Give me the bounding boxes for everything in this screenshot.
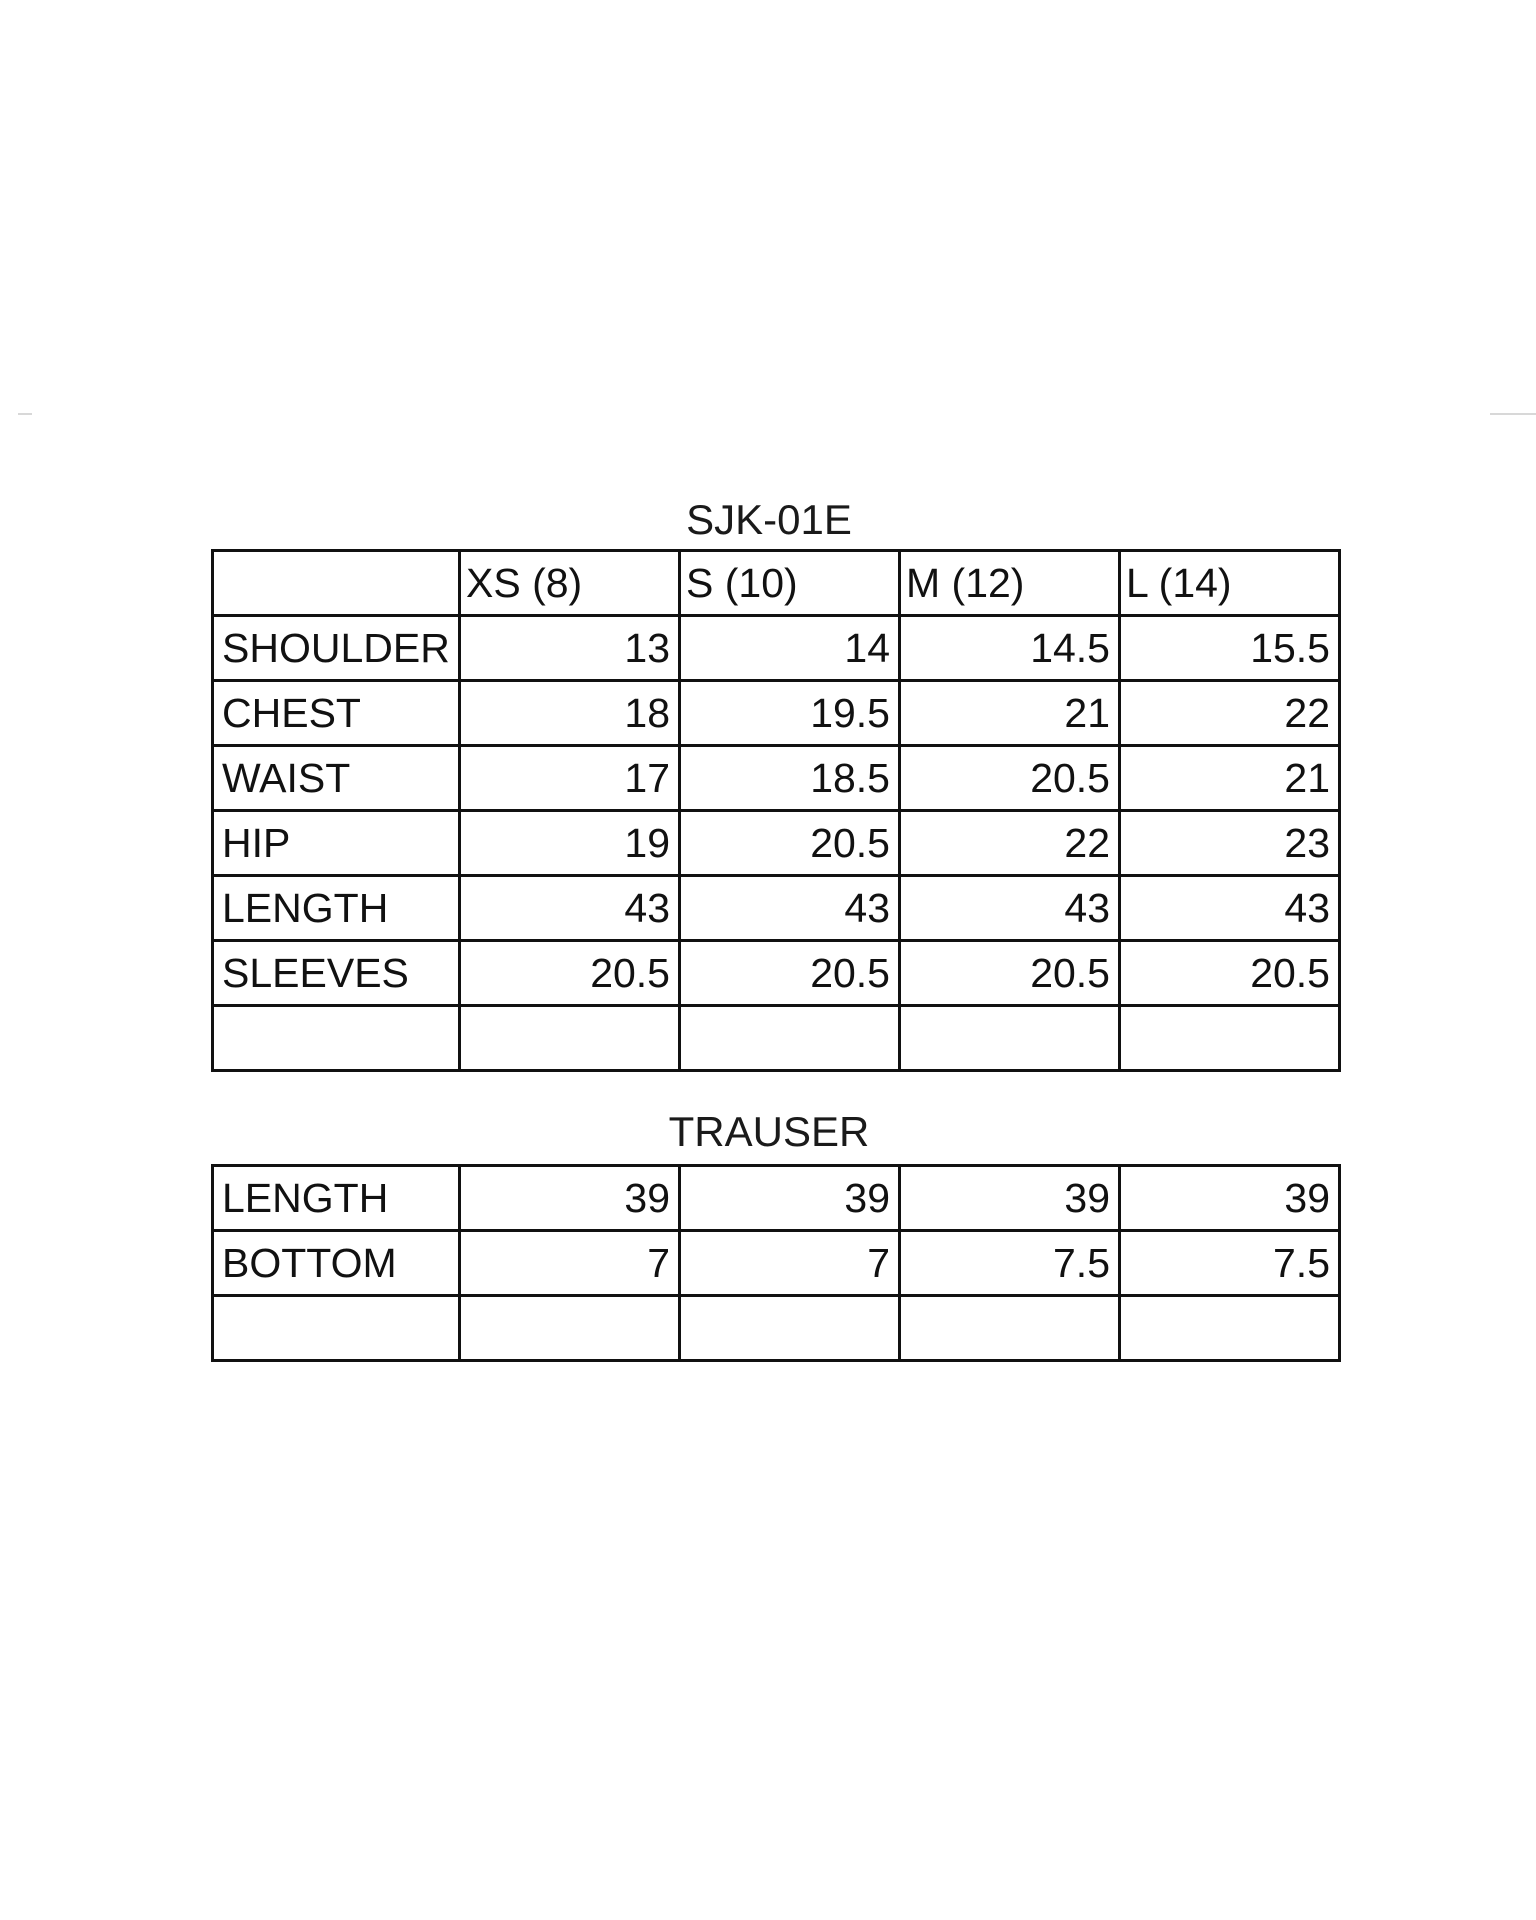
table-row: [213, 811, 1340, 876]
jacket-table-title: SJK-01E: [686, 496, 852, 543]
header-cell-m: M (12): [900, 551, 1120, 616]
value-cell: 23: [1120, 811, 1340, 876]
value-cell: 15.5: [1120, 616, 1340, 681]
row-label: HIP: [213, 811, 460, 876]
value-cell: 20.5: [680, 941, 900, 1006]
value-cell: 20.5: [680, 811, 900, 876]
header-cell-l: L (14): [1120, 551, 1340, 616]
value-cell: 19: [460, 811, 680, 876]
row-label: SLEEVES: [213, 941, 460, 1006]
value-cell: [460, 1006, 680, 1071]
header-cell-s: S (10): [680, 551, 900, 616]
value-cell: 43: [680, 876, 900, 941]
value-cell: 39: [900, 1166, 1120, 1231]
value-cell: 13: [460, 616, 680, 681]
row-label: [213, 1296, 460, 1361]
value-cell: 19.5: [680, 681, 900, 746]
value-cell: 43: [900, 876, 1120, 941]
value-cell: 39: [680, 1166, 900, 1231]
value-cell: 39: [460, 1166, 680, 1231]
value-cell: 22: [1120, 681, 1340, 746]
edge-mark-right: [1490, 413, 1536, 415]
trauser-size-table: [211, 1164, 1341, 1362]
value-cell: 20.5: [900, 746, 1120, 811]
value-cell: [900, 1006, 1120, 1071]
value-cell: 18.5: [680, 746, 900, 811]
jacket-size-table: [211, 549, 1341, 1072]
row-label: CHEST: [213, 681, 460, 746]
value-cell: [680, 1006, 900, 1071]
value-cell: 14: [680, 616, 900, 681]
value-cell: 7.5: [900, 1231, 1120, 1296]
value-cell: 43: [1120, 876, 1340, 941]
table-row: [213, 616, 1340, 681]
row-label: LENGTH: [213, 876, 460, 941]
table-row-empty: [213, 1296, 1340, 1361]
header-row: [213, 551, 1340, 616]
value-cell: [460, 1296, 680, 1361]
value-cell: 17: [460, 746, 680, 811]
header-cell-empty: [213, 551, 460, 616]
value-cell: [1120, 1296, 1340, 1361]
value-cell: 20.5: [460, 941, 680, 1006]
value-cell: 18: [460, 681, 680, 746]
value-cell: [1120, 1006, 1340, 1071]
edge-mark-left: [18, 413, 32, 415]
value-cell: [680, 1296, 900, 1361]
table-row: [213, 681, 1340, 746]
value-cell: 20.5: [1120, 941, 1340, 1006]
value-cell: 21: [1120, 746, 1340, 811]
trauser-table-title: TRAUSER: [668, 1108, 870, 1155]
value-cell: 7.5: [1120, 1231, 1340, 1296]
row-label: [213, 1006, 460, 1071]
header-cell-xs: XS (8): [460, 551, 680, 616]
row-label: WAIST: [213, 746, 460, 811]
row-label: BOTTOM: [213, 1231, 460, 1296]
table-row: [213, 941, 1340, 1006]
table-row: [213, 876, 1340, 941]
table-row: [213, 1231, 1340, 1296]
value-cell: 43: [460, 876, 680, 941]
value-cell: 39: [1120, 1166, 1340, 1231]
value-cell: 22: [900, 811, 1120, 876]
value-cell: 21: [900, 681, 1120, 746]
table-row-empty: [213, 1006, 1340, 1071]
row-label: LENGTH: [213, 1166, 460, 1231]
table-row: [213, 1166, 1340, 1231]
table-row: [213, 746, 1340, 811]
value-cell: 20.5: [900, 941, 1120, 1006]
row-label: SHOULDER: [213, 616, 460, 681]
value-cell: [900, 1296, 1120, 1361]
value-cell: 7: [680, 1231, 900, 1296]
value-cell: 14.5: [900, 616, 1120, 681]
value-cell: 7: [460, 1231, 680, 1296]
